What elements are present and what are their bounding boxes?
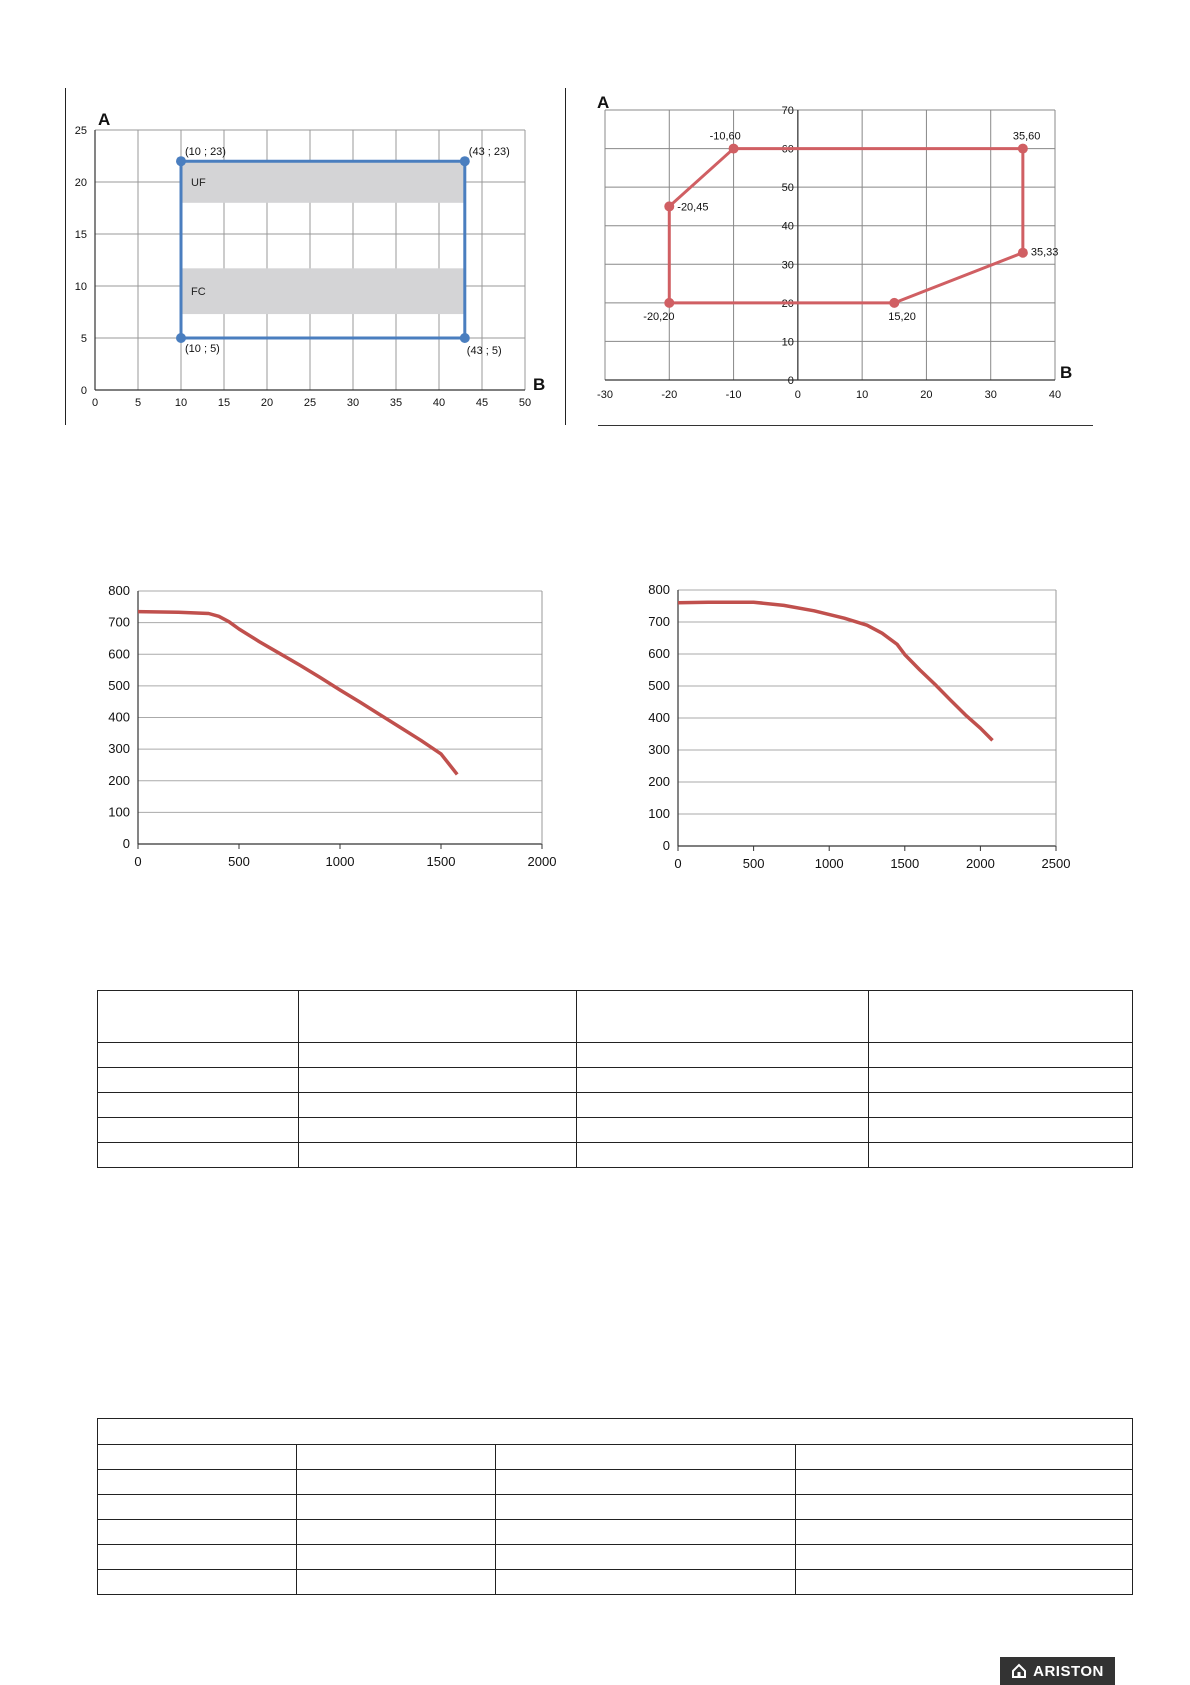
band-uf xyxy=(181,161,465,203)
table-row xyxy=(98,1043,1133,1068)
band-label: FC xyxy=(191,286,206,299)
x-tick-label: -10 xyxy=(725,389,742,401)
point-label: 15,20 xyxy=(888,310,916,323)
y-tick-label: 100 xyxy=(108,804,130,820)
table-row xyxy=(98,1419,1133,1445)
x-tick-label: 30 xyxy=(984,389,997,401)
x-tick-label: 45 xyxy=(475,397,489,409)
y-tick-label: 5 xyxy=(80,333,87,345)
y-tick-label: 60 xyxy=(781,143,794,156)
band-label: UF xyxy=(191,177,206,189)
data-point xyxy=(889,298,899,308)
x-axis-label: B xyxy=(533,375,546,394)
point-label: -20,20 xyxy=(643,310,675,323)
table-row xyxy=(98,1470,1133,1495)
point-label: -10,60 xyxy=(709,130,741,143)
x-tick-label: 0 xyxy=(91,397,99,409)
point-label: 35,60 xyxy=(1012,130,1041,143)
table-row xyxy=(98,1068,1133,1093)
table-row xyxy=(98,1545,1133,1570)
x-tick-label: 2500 xyxy=(1041,856,1071,871)
y-tick-label: 300 xyxy=(648,742,670,757)
x-tick-label: 1500 xyxy=(890,856,920,871)
y-tick-label: 0 xyxy=(122,836,130,851)
ariston-logo xyxy=(1000,1657,1115,1685)
x-tick-label: 500 xyxy=(742,856,765,871)
x-tick-label: 2000 xyxy=(527,854,557,869)
y-tick-label: 500 xyxy=(108,677,130,693)
data-point xyxy=(664,298,674,308)
data-point xyxy=(1018,144,1028,154)
house-icon xyxy=(1011,1663,1027,1679)
y-tick-label: 70 xyxy=(781,105,794,117)
y-tick-label: 700 xyxy=(648,614,670,629)
y-tick-label: 600 xyxy=(648,646,670,661)
chart2-bottom-border xyxy=(598,425,1093,426)
point-label: -20,45 xyxy=(677,201,709,214)
y-tick-label: 20 xyxy=(781,297,794,310)
y-tick-label: 300 xyxy=(108,741,130,757)
x-tick-label: 0 xyxy=(134,854,142,869)
x-tick-label: 0 xyxy=(674,856,682,871)
table-row xyxy=(98,1445,1133,1470)
y-tick-label: 800 xyxy=(108,583,130,598)
data-point xyxy=(460,333,470,343)
y-tick-label: 10 xyxy=(74,281,87,293)
y-tick-label: 15 xyxy=(74,229,87,241)
x-tick-label: 0 xyxy=(794,389,801,401)
table-row xyxy=(98,1520,1133,1545)
chart-curve-right xyxy=(620,575,1100,875)
logo-text: ARISTON xyxy=(1033,1662,1104,1680)
point-label: 35,33 xyxy=(1030,246,1059,259)
y-tick-label: 400 xyxy=(108,709,130,725)
x-tick-label: 35 xyxy=(389,397,403,409)
series-line xyxy=(138,612,457,775)
x-tick-label: -20 xyxy=(661,389,678,401)
point-label: (10 ; 5) xyxy=(185,343,220,355)
x-axis-label: B xyxy=(1060,363,1073,382)
data-point xyxy=(729,144,739,154)
x-tick-label: 1000 xyxy=(814,856,844,871)
series-line xyxy=(678,602,993,740)
table-row xyxy=(98,991,1133,1043)
table-row xyxy=(98,1118,1133,1143)
y-tick-label: 500 xyxy=(648,678,670,693)
point-label: (43 ; 5) xyxy=(466,345,502,357)
x-tick-label: 10 xyxy=(174,397,188,409)
chart-operating-range-uf-fc xyxy=(60,85,560,425)
x-tick-label: 1500 xyxy=(426,854,456,869)
table-2 xyxy=(97,1418,1133,1595)
y-tick-label: 20 xyxy=(74,177,87,189)
chart-separator xyxy=(565,88,566,425)
y-tick-label: 700 xyxy=(108,614,130,630)
y-tick-label: 25 xyxy=(74,125,87,137)
x-tick-label: 40 xyxy=(1048,389,1062,401)
band-fc xyxy=(181,268,465,314)
y-tick-label: 0 xyxy=(787,375,794,387)
chart1-left-border xyxy=(65,88,66,425)
point-label: (43 ; 23) xyxy=(468,146,510,159)
table-1 xyxy=(97,990,1133,1168)
x-tick-label: 5 xyxy=(134,397,142,409)
x-tick-label: 2000 xyxy=(965,856,995,871)
y-tick-label: 400 xyxy=(648,710,670,725)
y-tick-label: 200 xyxy=(648,774,670,789)
chart-curve-left xyxy=(80,575,560,875)
x-tick-label: 10 xyxy=(856,389,869,401)
data-point xyxy=(176,333,186,343)
y-tick-label: 200 xyxy=(108,772,130,788)
table-row xyxy=(98,1495,1133,1520)
x-tick-label: 20 xyxy=(920,389,933,401)
y-axis-label: A xyxy=(597,93,610,112)
x-tick-label: 500 xyxy=(228,854,250,869)
table-row xyxy=(98,1143,1133,1168)
y-tick-label: 30 xyxy=(781,259,794,272)
x-tick-label: 1000 xyxy=(325,854,355,869)
x-tick-label: 20 xyxy=(260,397,274,409)
x-tick-label: 15 xyxy=(217,397,231,409)
y-tick-label: 800 xyxy=(648,582,670,597)
x-tick-label: 40 xyxy=(432,397,446,409)
y-tick-label: 50 xyxy=(781,182,794,195)
y-tick-label: 40 xyxy=(781,220,794,233)
y-tick-label: 600 xyxy=(108,646,130,662)
table-row xyxy=(98,1093,1133,1118)
y-axis-label: A xyxy=(98,110,111,129)
table-row xyxy=(98,1570,1133,1595)
y-tick-label: 10 xyxy=(781,336,794,349)
data-point xyxy=(1018,248,1028,258)
point-label: (10 ; 23) xyxy=(185,146,226,159)
data-point xyxy=(664,201,674,211)
x-tick-label: -30 xyxy=(597,389,613,401)
y-tick-label: 0 xyxy=(80,385,87,397)
chart-operating-range-polygon xyxy=(590,90,1100,410)
x-tick-label: 50 xyxy=(518,397,532,409)
x-tick-label: 25 xyxy=(303,397,317,409)
y-tick-label: 0 xyxy=(662,838,670,853)
y-tick-label: 100 xyxy=(648,806,670,821)
x-tick-label: 30 xyxy=(346,397,360,409)
